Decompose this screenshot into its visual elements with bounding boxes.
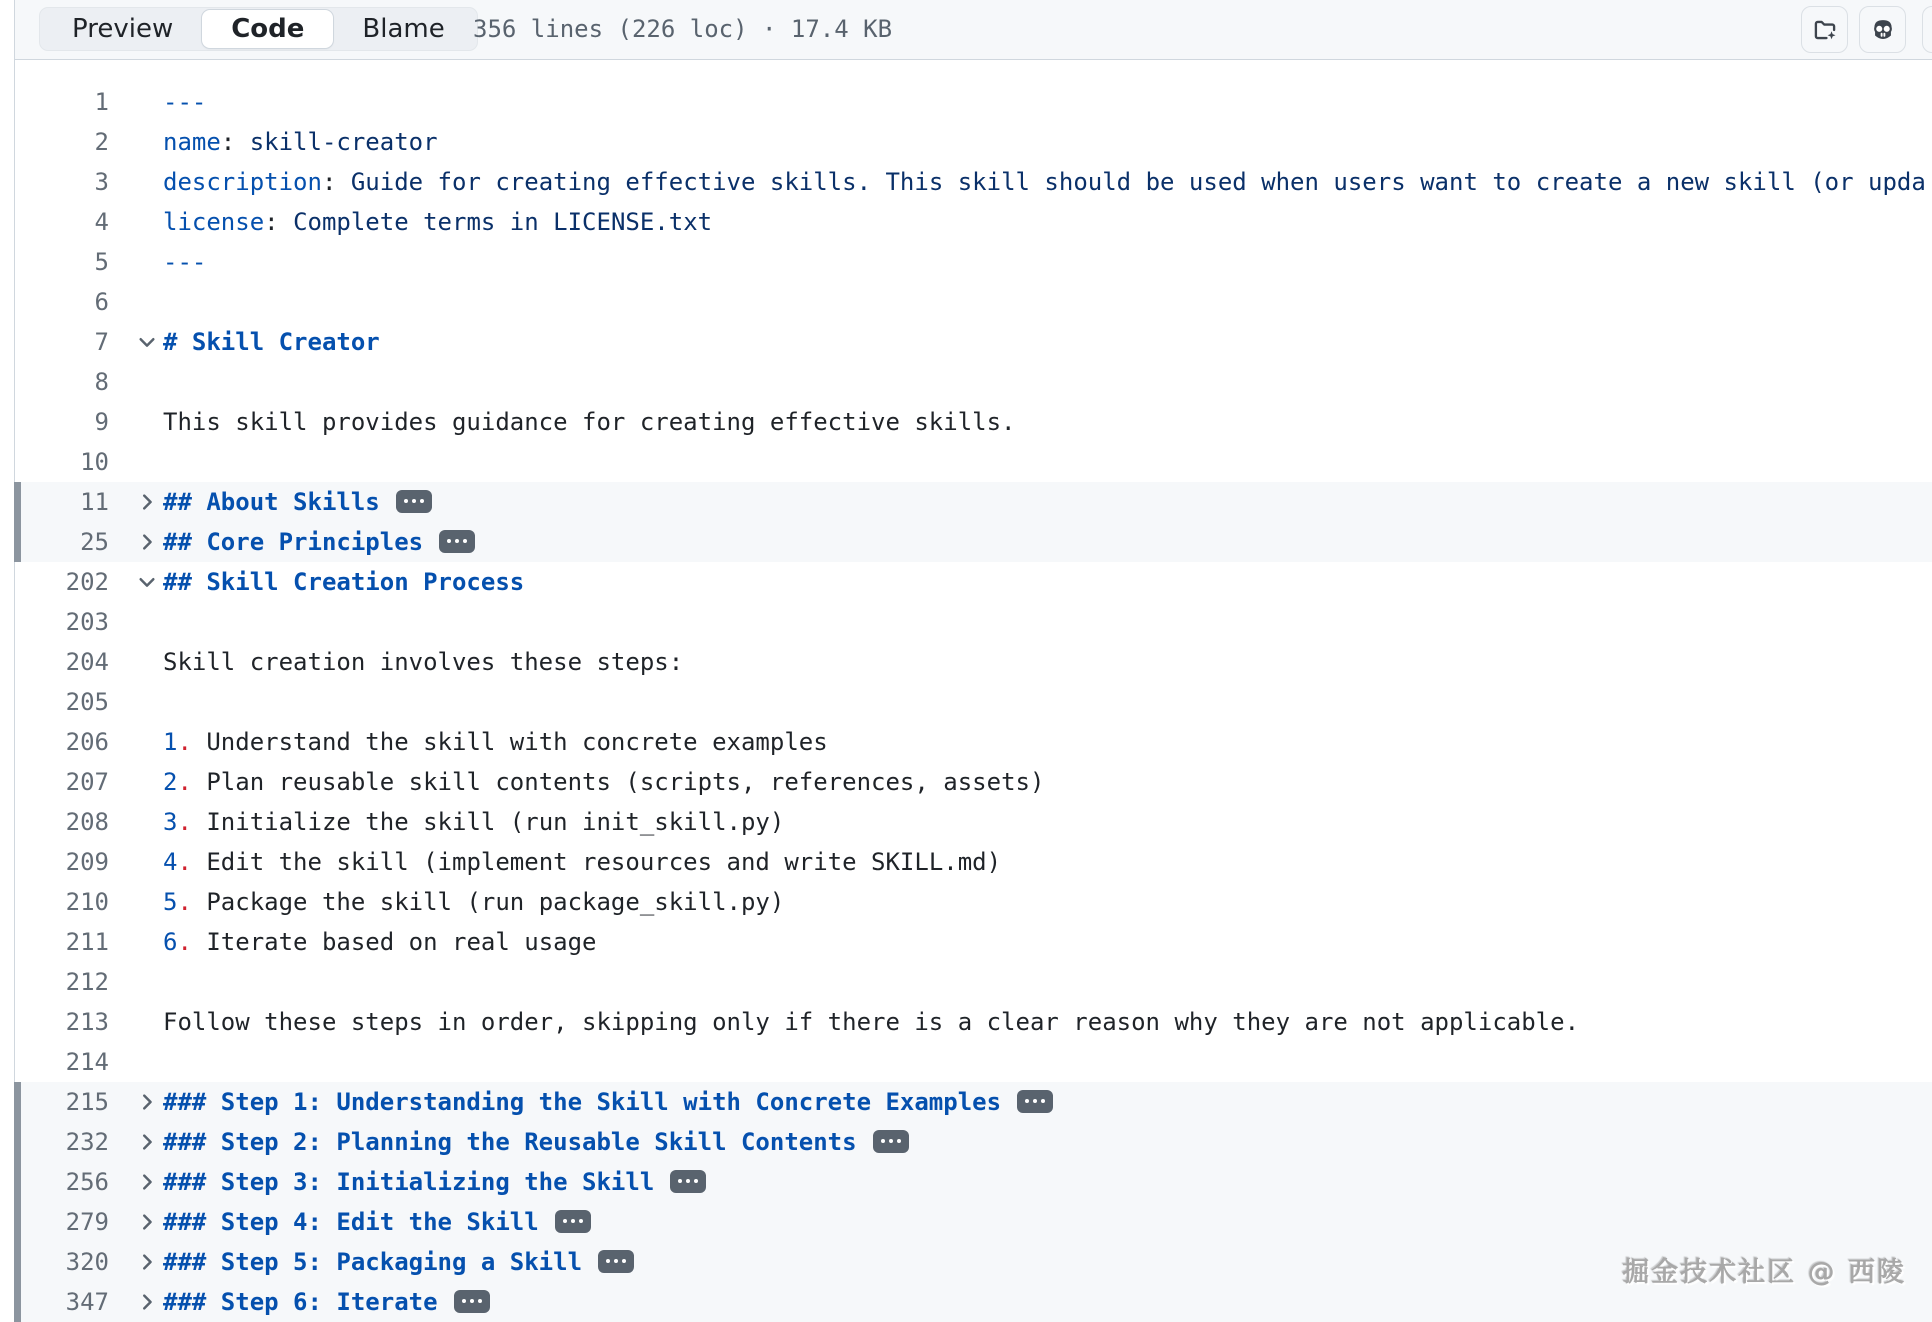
code-row — [15, 842, 1932, 882]
watermark: 掘金技术社区 @ 西陵 — [1622, 1257, 1906, 1288]
tab-code[interactable]: Code — [202, 10, 333, 48]
tab-preview[interactable]: Preview — [72, 14, 174, 44]
code-view — [15, 60, 1932, 1322]
line-number[interactable]: 209 — [65, 848, 109, 876]
line-number[interactable]: 256 — [65, 1168, 109, 1196]
code-row — [15, 402, 1932, 442]
code-line-content: 4. Edit the skill (implement resources and write SKILL.md) — [163, 848, 1002, 876]
code-row — [15, 82, 1932, 122]
code-row — [15, 202, 1932, 242]
code-row — [15, 162, 1932, 202]
file-stats: 356 lines (226 loc) · 17.4 KB — [473, 15, 893, 43]
view-mode-switcher — [39, 7, 478, 51]
code-line-content: ### Step 2: Planning the Reusable Skill Contents — [163, 1122, 909, 1162]
code-line-content: 5. Package the skill (run package_skill.py) — [163, 888, 785, 916]
line-number[interactable]: 4 — [94, 208, 109, 236]
ellipsis-expand-button[interactable] — [439, 530, 475, 553]
code-row — [15, 122, 1932, 162]
line-number[interactable]: 211 — [65, 928, 109, 956]
line-number[interactable]: 347 — [65, 1288, 109, 1316]
line-number[interactable]: 279 — [65, 1208, 109, 1236]
code-line-content: --- — [163, 88, 207, 116]
code-row-collapsed-section — [15, 522, 1932, 562]
line-number[interactable]: 232 — [65, 1128, 109, 1156]
line-number[interactable]: 2 — [94, 128, 109, 156]
code-row — [15, 922, 1932, 962]
code-row — [15, 802, 1932, 842]
code-row-collapsed-section — [15, 482, 1932, 522]
code-row — [15, 762, 1932, 802]
ellipsis-expand-button[interactable] — [555, 1210, 591, 1233]
chevron-right-icon[interactable] — [131, 482, 163, 522]
line-number[interactable]: 5 — [94, 248, 109, 276]
code-row — [15, 442, 1932, 482]
line-number[interactable]: 203 — [65, 608, 109, 636]
file-toolbar — [15, 0, 1932, 60]
code-line-content: license: Complete terms in LICENSE.txt — [163, 208, 713, 236]
line-number[interactable]: 1 — [94, 88, 109, 116]
code-line-content: Follow these steps in order, skipping only if there is a clear reason why they are not applicable. — [163, 1008, 1580, 1036]
code-line-content: ## About Skills — [163, 482, 432, 522]
line-number[interactable]: 215 — [65, 1088, 109, 1116]
ellipsis-expand-button[interactable] — [598, 1250, 634, 1273]
line-number[interactable]: 206 — [65, 728, 109, 756]
line-number[interactable]: 212 — [65, 968, 109, 996]
code-row — [15, 602, 1932, 642]
code-row — [15, 962, 1932, 1002]
code-line-content: # Skill Creator — [163, 328, 380, 356]
chevron-right-icon[interactable] — [131, 1162, 163, 1202]
line-number[interactable]: 202 — [65, 568, 109, 596]
line-number[interactable]: 205 — [65, 688, 109, 716]
line-number[interactable]: 210 — [65, 888, 109, 916]
code-line-content: description: Guide for creating effective skills. This skill should be used when users want to create a new skill (or upda — [163, 168, 1926, 196]
add-file-to-folder-button[interactable] — [1801, 6, 1848, 53]
line-number[interactable]: 6 — [94, 288, 109, 316]
code-line-content: name: skill-creator — [163, 128, 438, 156]
code-line-content: ### Step 3: Initializing the Skill — [163, 1162, 706, 1202]
code-row — [15, 322, 1932, 362]
line-number[interactable]: 207 — [65, 768, 109, 796]
code-line-content: Skill creation involves these steps: — [163, 648, 684, 676]
chevron-right-icon[interactable] — [131, 1202, 163, 1242]
chevron-right-icon[interactable] — [131, 522, 163, 562]
code-row-collapsed-section — [15, 1122, 1932, 1162]
code-row — [15, 882, 1932, 922]
tab-blame[interactable]: Blame — [362, 14, 445, 44]
code-line-content: 1. Understand the skill with concrete examples — [163, 728, 828, 756]
code-row — [15, 362, 1932, 402]
chevron-right-icon[interactable] — [131, 1082, 163, 1122]
chevron-right-icon[interactable] — [131, 1242, 163, 1282]
code-line-content: ## Core Principles — [163, 522, 475, 562]
ellipsis-expand-button[interactable] — [1017, 1090, 1053, 1113]
ellipsis-expand-button[interactable] — [396, 490, 432, 513]
copilot-button[interactable] — [1859, 6, 1906, 53]
line-number[interactable]: 25 — [80, 528, 109, 556]
folder-sparkle-icon — [1811, 16, 1839, 44]
code-row — [15, 682, 1932, 722]
code-line-content: 6. Iterate based on real usage — [163, 928, 597, 956]
code-line-content: ## Skill Creation Process — [163, 568, 525, 596]
line-number[interactable]: 9 — [94, 408, 109, 436]
code-row-collapsed-section — [15, 1162, 1932, 1202]
code-row — [15, 562, 1932, 602]
code-row — [15, 242, 1932, 282]
line-number[interactable]: 11 — [80, 488, 109, 516]
copilot-icon — [1869, 16, 1897, 44]
toolbar-overflow-button[interactable] — [1922, 6, 1932, 53]
ellipsis-expand-button[interactable] — [873, 1130, 909, 1153]
code-line-content: --- — [163, 248, 207, 276]
code-row-collapsed-section — [15, 1202, 1932, 1242]
ellipsis-expand-button[interactable] — [454, 1290, 490, 1313]
line-number[interactable]: 213 — [65, 1008, 109, 1036]
code-row — [15, 642, 1932, 682]
code-line-content: ### Step 6: Iterate — [163, 1282, 490, 1322]
code-row — [15, 722, 1932, 762]
chevron-down-icon[interactable] — [131, 562, 163, 602]
line-number[interactable]: 8 — [94, 368, 109, 396]
line-number[interactable]: 320 — [65, 1248, 109, 1276]
line-number[interactable]: 7 — [94, 328, 109, 356]
code-row — [15, 1042, 1932, 1082]
code-line-content: 3. Initialize the skill (run init_skill.py) — [163, 808, 785, 836]
code-row — [15, 1002, 1932, 1042]
code-line-content: ### Step 5: Packaging a Skill — [163, 1242, 634, 1282]
chevron-down-icon[interactable] — [131, 322, 163, 362]
line-number[interactable]: 3 — [94, 168, 109, 196]
line-number[interactable]: 204 — [65, 648, 109, 676]
code-line-content: 2. Plan reusable skill contents (scripts, references, assets) — [163, 768, 1045, 796]
code-line-content: ### Step 1: Understanding the Skill with Concrete Examples — [163, 1082, 1053, 1122]
ellipsis-expand-button[interactable] — [670, 1170, 706, 1193]
chevron-right-icon[interactable] — [131, 1282, 163, 1322]
code-row — [15, 282, 1932, 322]
code-line-content: This skill provides guidance for creating effective skills. — [163, 408, 1016, 436]
file-view-container — [14, 0, 1932, 1320]
line-number[interactable]: 10 — [80, 448, 109, 476]
line-number[interactable]: 208 — [65, 808, 109, 836]
line-number[interactable]: 214 — [65, 1048, 109, 1076]
code-row-collapsed-section — [15, 1082, 1932, 1122]
chevron-right-icon[interactable] — [131, 1122, 163, 1162]
code-line-content: ### Step 4: Edit the Skill — [163, 1202, 591, 1242]
